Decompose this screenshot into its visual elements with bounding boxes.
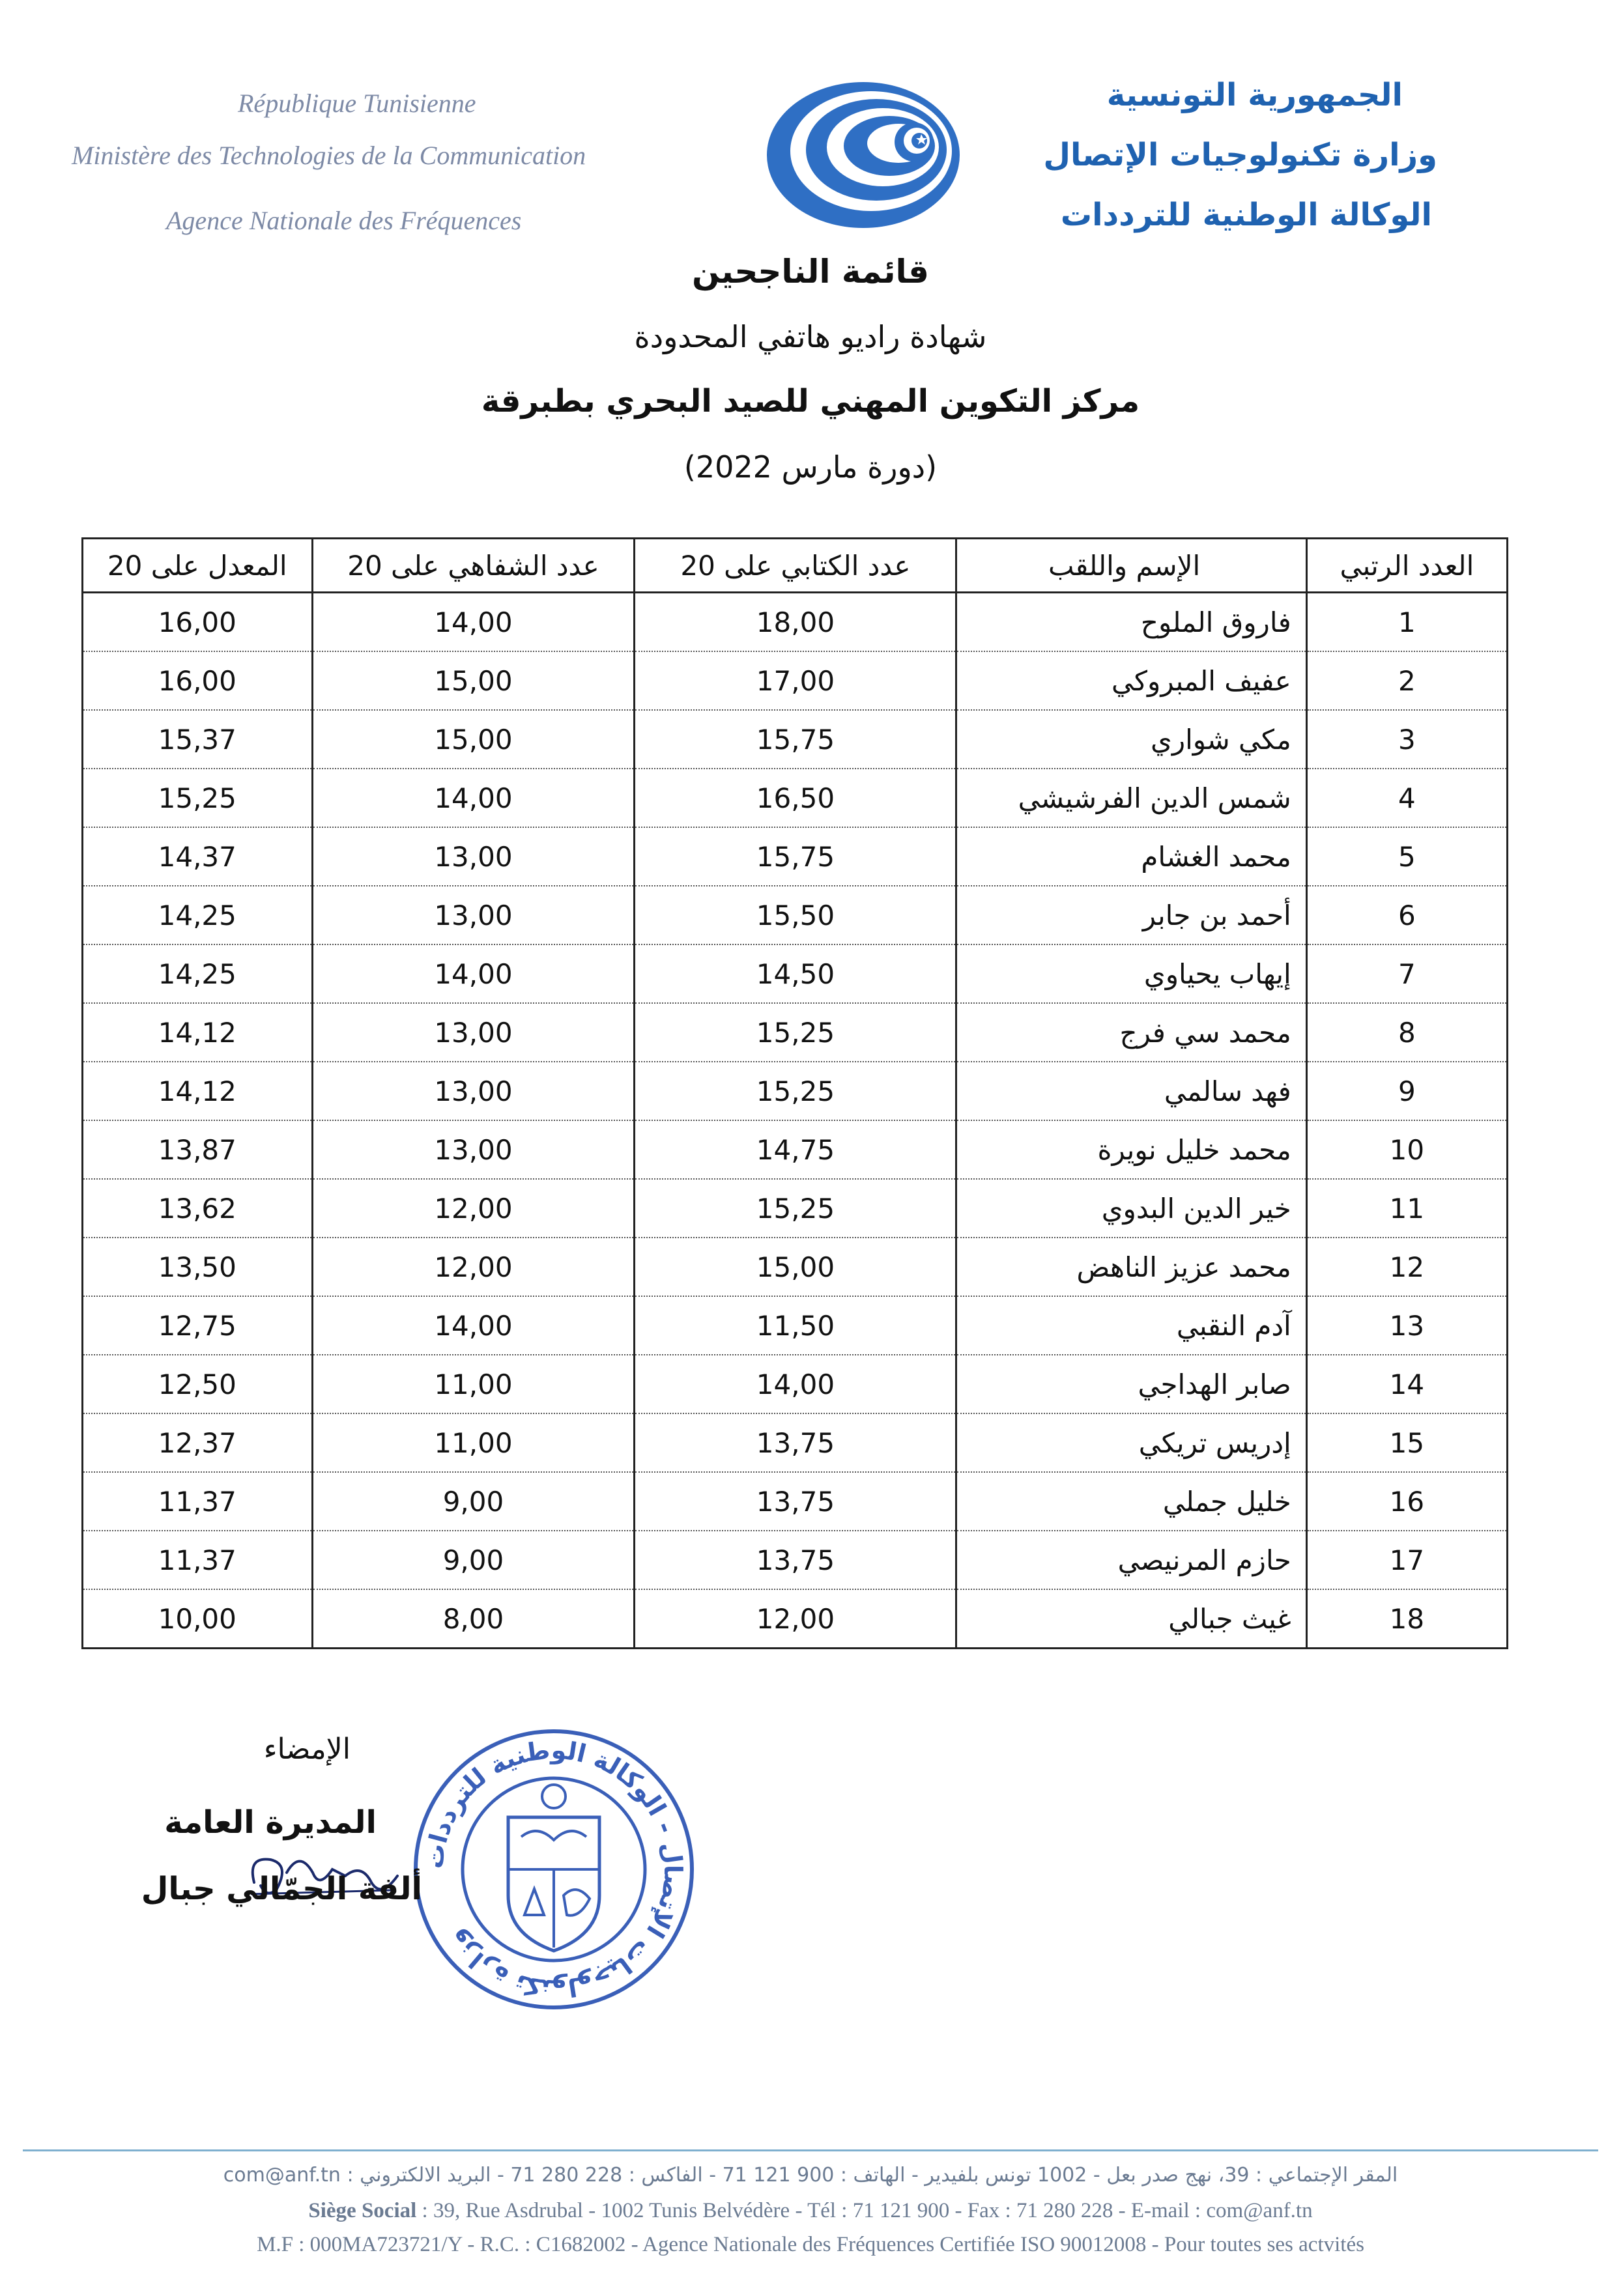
cell-written: 11,50 bbox=[635, 1296, 956, 1355]
cell-name: خير الدين البدوي bbox=[956, 1179, 1306, 1238]
cell-name: غيث جبالي bbox=[956, 1589, 1306, 1649]
table-row bbox=[83, 1003, 1508, 1062]
header-ar-agency: الوكالة الوطنية للترددات bbox=[1060, 197, 1432, 233]
cell-rank: 18 bbox=[1306, 1589, 1507, 1649]
cell-rank: 9 bbox=[1306, 1062, 1507, 1120]
cell-oral: 13,00 bbox=[312, 827, 635, 886]
cell-oral: 13,00 bbox=[312, 1062, 635, 1120]
cell-average: 10,00 bbox=[83, 1589, 313, 1649]
header-fr-agency: Agence Nationale des Fréquences bbox=[166, 206, 522, 235]
cell-average: 15,25 bbox=[83, 769, 313, 827]
cell-oral: 14,00 bbox=[312, 944, 635, 1003]
cell-rank: 2 bbox=[1306, 651, 1507, 710]
header-fr-republic: République Tunisienne bbox=[238, 89, 476, 118]
cell-oral: 8,00 bbox=[312, 1589, 635, 1649]
cell-average: 16,00 bbox=[83, 593, 313, 652]
cell-average: 12,50 bbox=[83, 1355, 313, 1413]
table-row bbox=[83, 1062, 1508, 1120]
signatory-role: المديرة العامة bbox=[164, 1804, 377, 1841]
cell-average: 11,37 bbox=[83, 1472, 313, 1531]
cell-rank: 13 bbox=[1306, 1296, 1507, 1355]
table-row bbox=[83, 944, 1508, 1003]
cell-name: أحمد بن جابر bbox=[956, 886, 1306, 944]
cell-average: 16,00 bbox=[83, 651, 313, 710]
table-row bbox=[83, 1355, 1508, 1413]
cell-oral: 15,00 bbox=[312, 710, 635, 769]
cell-written: 13,75 bbox=[635, 1413, 956, 1472]
table-row bbox=[83, 1120, 1508, 1179]
cell-oral: 11,00 bbox=[312, 1413, 635, 1472]
table-row bbox=[83, 886, 1508, 944]
cell-written: 15,25 bbox=[635, 1003, 956, 1062]
cell-average: 13,62 bbox=[83, 1179, 313, 1238]
cell-average: 14,25 bbox=[83, 944, 313, 1003]
table-row bbox=[83, 1179, 1508, 1238]
table-row bbox=[83, 1589, 1508, 1649]
cell-oral: 12,00 bbox=[312, 1238, 635, 1296]
cell-name: فاروق الملوح bbox=[956, 593, 1306, 652]
cell-written: 14,00 bbox=[635, 1355, 956, 1413]
cell-oral: 13,00 bbox=[312, 1120, 635, 1179]
table-row bbox=[83, 827, 1508, 886]
table-row bbox=[83, 593, 1508, 652]
table-header-row bbox=[83, 539, 1508, 593]
cell-written: 15,25 bbox=[635, 1062, 956, 1120]
cell-average: 14,37 bbox=[83, 827, 313, 886]
table-row bbox=[83, 710, 1508, 769]
cell-written: 15,00 bbox=[635, 1238, 956, 1296]
cell-rank: 16 bbox=[1306, 1472, 1507, 1531]
header-fr-ministry: Ministère des Technologies de la Communication bbox=[72, 141, 586, 170]
cell-rank: 7 bbox=[1306, 944, 1507, 1003]
header-oral: عدد الشفاهي على 20 bbox=[312, 539, 635, 593]
signature-label: الإمضاء bbox=[263, 1733, 351, 1766]
footer-registration: M.F : 000MA723721/Y - R.C. : C1682002 - Agence Nationale des Fréquences Certifiée ISO 90012008 - Pour toutes ses actvités bbox=[257, 2233, 1364, 2256]
cell-name: محمد الغشام bbox=[956, 827, 1306, 886]
cell-rank: 1 bbox=[1306, 593, 1507, 652]
cell-rank: 12 bbox=[1306, 1238, 1507, 1296]
cell-rank: 15 bbox=[1306, 1413, 1507, 1472]
cell-average: 14,25 bbox=[83, 886, 313, 944]
table-row bbox=[83, 1296, 1508, 1355]
cell-written: 15,75 bbox=[635, 710, 956, 769]
anf-logo-icon bbox=[759, 78, 968, 234]
cell-name: محمد سي فرج bbox=[956, 1003, 1306, 1062]
cell-oral: 14,00 bbox=[312, 1296, 635, 1355]
cell-oral: 15,00 bbox=[312, 651, 635, 710]
footer-address-arabic: المقر الإجتماعي : 39، نهج صدر بعل - 1002 تونس بلفيدير - الهاتف : 900 121 71 - الفاكس : 228 280 71 - البريد الالكتروني : com@anf.tn bbox=[223, 2164, 1398, 2187]
header-written: عدد الكتابي على 20 bbox=[635, 539, 956, 593]
cell-written: 18,00 bbox=[635, 593, 956, 652]
session-title: (دورة مارس 2022) bbox=[683, 449, 938, 485]
cell-average: 13,50 bbox=[83, 1238, 313, 1296]
header-name: الإسم واللقب bbox=[956, 539, 1306, 593]
results-table bbox=[81, 537, 1508, 1649]
cell-name: عفيف المبروكي bbox=[956, 651, 1306, 710]
certificate-title: شهادة راديو هاتفي المحدودة bbox=[634, 319, 987, 354]
table-row bbox=[83, 1413, 1508, 1472]
header-average: المعدل على 20 bbox=[83, 539, 313, 593]
cell-name: آدم النقبي bbox=[956, 1296, 1306, 1355]
header-ar-republic: الجمهورية التونسية bbox=[1106, 77, 1403, 113]
cell-written: 17,00 bbox=[635, 651, 956, 710]
cell-name: خليل جملي bbox=[956, 1472, 1306, 1531]
cell-written: 15,75 bbox=[635, 827, 956, 886]
cell-rank: 4 bbox=[1306, 769, 1507, 827]
cell-name: حازم المرنيصي bbox=[956, 1531, 1306, 1589]
cell-average: 14,12 bbox=[83, 1062, 313, 1120]
table-row bbox=[83, 769, 1508, 827]
table-row bbox=[83, 1238, 1508, 1296]
cell-name: إيهاب يحياوي bbox=[956, 944, 1306, 1003]
cell-average: 12,75 bbox=[83, 1296, 313, 1355]
table-row bbox=[83, 1531, 1508, 1589]
cell-name: إدريس تريكي bbox=[956, 1413, 1306, 1472]
cell-oral: 13,00 bbox=[312, 886, 635, 944]
header-rank: العدد الرتبي bbox=[1306, 539, 1507, 593]
cell-average: 15,37 bbox=[83, 710, 313, 769]
official-stamp bbox=[404, 1720, 704, 2019]
cell-oral: 13,00 bbox=[312, 1003, 635, 1062]
cell-average: 11,37 bbox=[83, 1531, 313, 1589]
footer-siege-label: Siège Social bbox=[308, 2199, 417, 2222]
table-row bbox=[83, 1472, 1508, 1531]
cell-rank: 6 bbox=[1306, 886, 1507, 944]
cell-name: صابر الهداجي bbox=[956, 1355, 1306, 1413]
training-center-title: مركز التكوين المهني للصيد البحري بطبرقة bbox=[481, 383, 1140, 419]
cell-oral: 9,00 bbox=[312, 1472, 635, 1531]
cell-oral: 11,00 bbox=[312, 1355, 635, 1413]
cell-oral: 12,00 bbox=[312, 1179, 635, 1238]
footer-address-french bbox=[0, 2199, 1621, 2223]
footer-siege-details: : 39, Rue Asdrubal - 1002 Tunis Belvédère - Tél : 71 121 900 - Fax : 71 280 228 - E-mail : com@anf.tn bbox=[416, 2199, 1313, 2222]
cell-average: 12,37 bbox=[83, 1413, 313, 1472]
cell-written: 14,50 bbox=[635, 944, 956, 1003]
cell-written: 15,50 bbox=[635, 886, 956, 944]
cell-written: 13,75 bbox=[635, 1531, 956, 1589]
results-body bbox=[83, 593, 1508, 1649]
cell-written: 12,00 bbox=[635, 1589, 956, 1649]
cell-average: 14,12 bbox=[83, 1003, 313, 1062]
table-row bbox=[83, 651, 1508, 710]
cell-oral: 14,00 bbox=[312, 769, 635, 827]
cell-written: 13,75 bbox=[635, 1472, 956, 1531]
footer-divider bbox=[23, 2149, 1598, 2151]
page-title: قائمة الناجحين bbox=[691, 253, 930, 291]
signatory-name: ألفة الجمّالي جبال bbox=[141, 1871, 422, 1907]
cell-name: فهد سالمي bbox=[956, 1062, 1306, 1120]
cell-written: 15,25 bbox=[635, 1179, 956, 1238]
cell-rank: 17 bbox=[1306, 1531, 1507, 1589]
cell-name: محمد خليل نويرة bbox=[956, 1120, 1306, 1179]
cell-rank: 8 bbox=[1306, 1003, 1507, 1062]
cell-oral: 9,00 bbox=[312, 1531, 635, 1589]
cell-name: محمد عزيز الناهض bbox=[956, 1238, 1306, 1296]
header-ar-ministry: وزارة تكنولوجيات الإتصال bbox=[1043, 137, 1437, 173]
cell-name: شمس الدين الفرشيشي bbox=[956, 769, 1306, 827]
cell-rank: 11 bbox=[1306, 1179, 1507, 1238]
stamp-text: وزارة تكنولوجيات الإتصال - الوكالة الوطنية للترددات bbox=[420, 1735, 688, 2004]
cell-name: مكي شواري bbox=[956, 710, 1306, 769]
cell-average: 13,87 bbox=[83, 1120, 313, 1179]
cell-rank: 10 bbox=[1306, 1120, 1507, 1179]
cell-oral: 14,00 bbox=[312, 593, 635, 652]
cell-rank: 3 bbox=[1306, 710, 1507, 769]
cell-written: 14,75 bbox=[635, 1120, 956, 1179]
cell-rank: 5 bbox=[1306, 827, 1507, 886]
cell-written: 16,50 bbox=[635, 769, 956, 827]
cell-rank: 14 bbox=[1306, 1355, 1507, 1413]
